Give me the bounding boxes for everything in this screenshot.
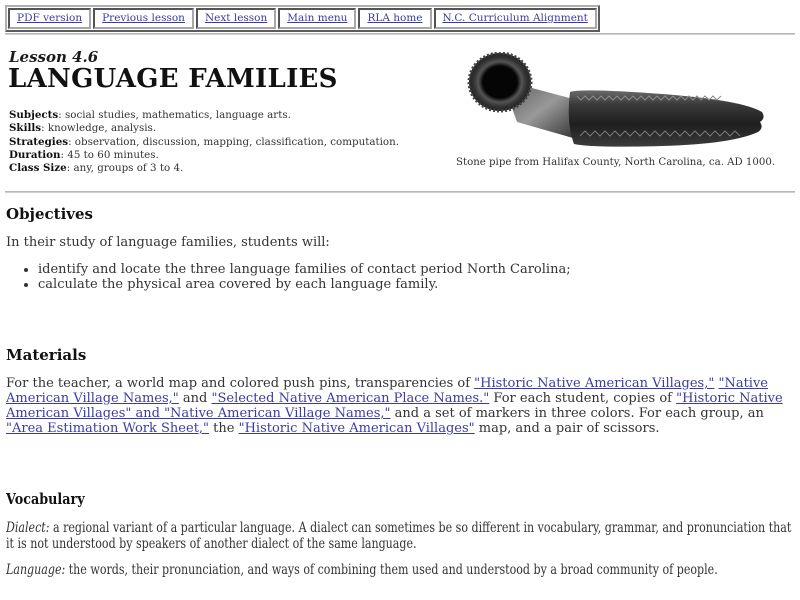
meta-subjects: Subjects: social studies, mathematics, language arts. [9,109,291,121]
vocab-definition: the words, their pronunciation, and ways of combining them used and understood by a broad community of people. [65,562,718,578]
next-lesson-link[interactable]: Next lesson [204,12,268,24]
nav-cell-next [196,8,276,29]
materials-heading: Materials [6,346,87,364]
stone-pipe-illustration [462,52,772,152]
lesson-meta [9,109,399,175]
image-caption: Stone pipe from Halifax County, North Carolina, ca. AD 1000. [456,157,776,168]
objectives-intro: In their study of language families, students will: [6,235,330,250]
area-estimation-worksheet-link[interactable]: "Area Estimation Work Sheet," [6,421,210,436]
historic-villages-map-link[interactable]: "Historic Native American Villages" [238,421,475,436]
meta-skills: Skills: knowledge, analysis. [9,122,157,135]
objective-item: • identify and locate the three language families of contact period North Carolina; [38,262,571,277]
pdf-version-link[interactable]: PDF version [17,12,83,24]
meta-duration: Duration: 45 to 60 minutes. [9,148,159,161]
objective-item: • calculate the physical area covered by each language family. [38,277,571,292]
rla-home-link[interactable]: RLA home [367,12,423,24]
lesson-number: Lesson 4.6 [9,48,99,66]
curriculum-alignment-link[interactable]: N.C. Curriculum Alignment [442,12,588,24]
student-copies-link[interactable]: "Historic Native American Villages" and "Native American Village Names," [6,391,783,421]
page-title: LANGUAGE FAMILIES [8,64,338,94]
vocabulary-heading: Vocabulary [6,490,85,508]
meta-class-size: Class Size: any, groups of 3 to 4. [9,162,184,175]
objectives-heading: Objectives [6,205,93,223]
nav-cell-main [278,8,356,29]
nav-cell-previous [93,8,194,29]
historic-villages-link[interactable]: "Historic Native American Villages," [474,376,715,391]
place-names-link[interactable]: "Selected Native American Place Names." [211,391,490,406]
meta-strategies: Strategies: observation, discussion, mapping, classification, computation. [9,135,400,148]
nav-cell-pdf [8,8,91,29]
nav-cell-rla [358,8,431,29]
vocab-term: Dialect: [6,520,50,536]
vocab-entry-language [6,562,796,578]
divider-header [5,191,795,193]
vocab-entry-dialect [6,520,796,552]
materials-paragraph: For the teacher, a world map and colored push pins, transparencies of "Historic Native American Villages," "Native American Village Names," and "Selected Native American Place Names." For each student, copies of "Historic Native American Villages" and "Native American Village Names," and a set of markers in three colors. For each group, an "Area Estimation Work Sheet," the "Historic Native American Villages" map, and a pair of scissors. [6,376,783,436]
village-names-link[interactable]: "Native American Village Names," [6,376,768,406]
divider-top [5,33,795,35]
stone-pipe-image [462,52,772,152]
nav-cell-curriculum [434,8,597,29]
vocab-term: Language: [6,562,66,578]
vocab-definition: a regional variant of a particular language. A dialect can sometimes be so different in vocabulary, grammar, and pronunciation that it is not understood by speakers of another dialect of the same language. [6,520,792,552]
nav-bar [5,5,600,32]
main-menu-link[interactable]: Main menu [287,12,348,24]
previous-lesson-link[interactable]: Previous lesson [102,12,185,24]
objectives-list [20,262,571,292]
